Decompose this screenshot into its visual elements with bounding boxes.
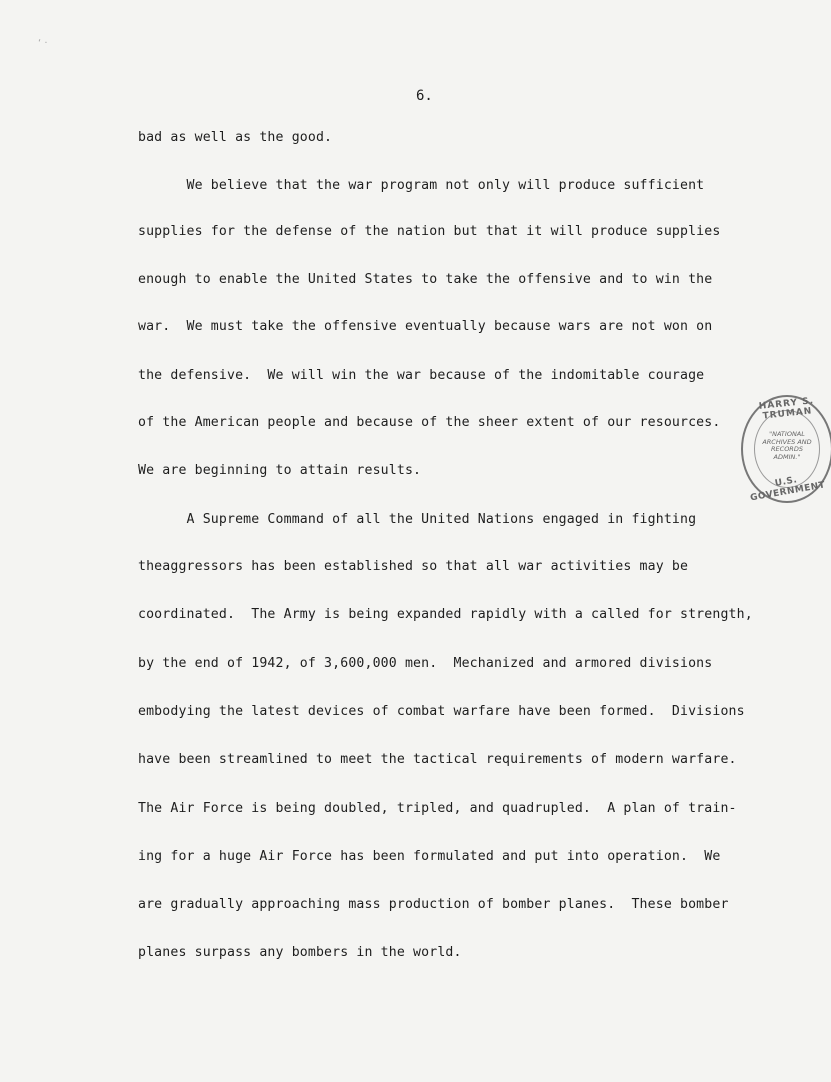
text-line: bad as well as the good. [138,130,333,145]
stamp-top-text: HARRY S. TRUMAN [758,396,815,422]
text-line: have been streamlined to meet the tactical requirements of modern warfare. [138,752,737,767]
text-line: are gradually approaching mass production of bomber planes. These bomber [138,897,729,912]
text-line: enough to enable the United States to take the offensive and to win the [138,272,713,287]
paper-speck-marks: ‘ · [38,38,48,49]
text-line: war. We must take the offensive eventually because wars are not won on [138,319,713,334]
stamp-bottom-text: U.S. GOVERNMENT [749,475,827,504]
text-line: theaggressors has been established so that all war activities may be [138,559,689,574]
text-line: ing for a huge Air Force has been formulated and put into operation. We [138,849,721,864]
text-line: of the American people and because of the sheer extent of our resources. [138,415,721,430]
text-line: supplies for the defense of the nation but that it will produce supplies [138,224,721,239]
text-line: The Air Force is being doubled, tripled, and quadrupled. A plan of train- [138,801,737,816]
text-line: A Supreme Command of all the United Nations engaged in fighting [138,512,697,527]
text-line: We believe that the war program not only will produce sufficient [138,178,705,193]
text-line: We are beginning to attain results. [138,463,422,478]
page-number: 6. [416,88,433,104]
text-line: embodying the latest devices of combat warfare have been formed. Divisions [138,704,745,719]
text-line: by the end of 1942, of 3,600,000 men. Mechanized and armored divisions [138,656,713,671]
archive-stamp [741,395,831,503]
text-line: coordinated. The Army is being expanded rapidly with a called for strength, [138,607,753,622]
text-line: planes surpass any bombers in the world. [138,945,462,960]
text-line: the defensive. We will win the war because of the indomitable courage [138,368,705,383]
stamp-center-text: "NATIONAL ARCHIVES AND RECORDS ADMIN." [762,430,812,461]
